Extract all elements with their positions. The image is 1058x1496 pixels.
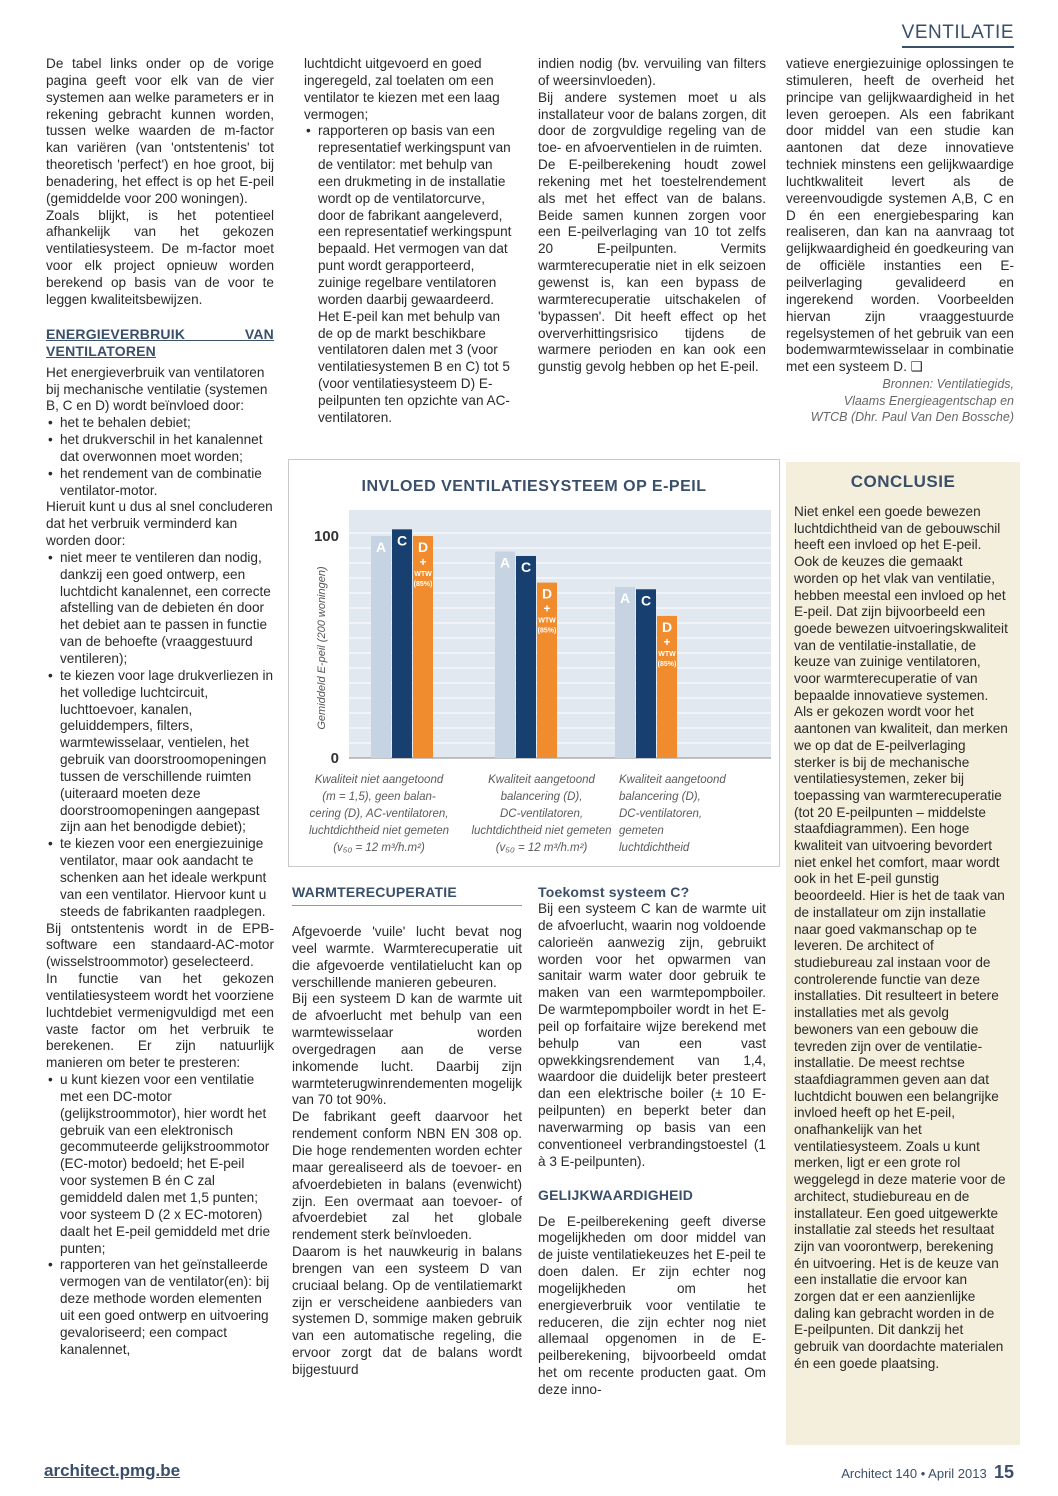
caption-line: luchtdichtheid niet gemeten [308, 825, 449, 837]
list-item: • te kiezen voor een energiezuinige ventilator, maar ook aandacht te schenken aan het ideale werkpunt van een ventilator. Hiervoor kunt u steeds de fabrikanten raadplegen. [46, 836, 274, 920]
bar-label: A [499, 554, 511, 571]
group-caption-1 [299, 772, 459, 857]
caption-line: balancering (D), [619, 791, 701, 803]
list-item: • het drukverschil in het kanalennet dat overwonnen moet worden; [46, 432, 274, 466]
paragraph: Het energieverbruik van ventilatoren bij mechanische ventilatie (systemen B, C en D) wordt beïnvloed door: [46, 364, 268, 414]
bar-sublabel: (85%) [537, 627, 557, 635]
caption-line: Kwaliteit aangetoond [619, 774, 726, 786]
toekomst-section [538, 884, 766, 1399]
source-line: Bronnen: Ventilatiegids, [882, 377, 1014, 392]
source-line: WTCB (Dhr. Paul Van Den Bossche) [810, 410, 1014, 425]
bar-label: A [375, 539, 387, 555]
caption-line: DC-ventilatoren, [619, 808, 703, 820]
column-4 [786, 56, 1014, 426]
list-item: • het rendement van de combinatie ventilator-motor. [46, 466, 274, 500]
bullet-list [46, 550, 274, 921]
paragraph: Hieruit kunt u dus al snel concluderen dat het verbruik verminderd kan worden door: [46, 499, 273, 549]
bar-chart [288, 459, 780, 867]
footer-site-link[interactable]: architect.pmg.be [44, 1461, 181, 1480]
caption-line: (m = 1,5), geen balan- [322, 791, 436, 803]
caption-line: (v₅₀ = 12 m³/h.m²) [333, 842, 425, 854]
y-tick-label: 100 [313, 528, 339, 545]
bar-label: C [396, 532, 408, 549]
bar-sublabel: (85%) [413, 581, 433, 588]
paragraph [786, 56, 1014, 376]
paragraph: Bij andere systemen moet u als installateur voor de balans zorgen, dit door de zorgvuldige regeling van de toe- en afvoerventielen in de ruimten. [538, 89, 766, 156]
paragraph: luchtdicht uitgevoerd en goed ingeregeld, zal toelaten om een ventilator te kiezen met een laag vermogen; [304, 56, 500, 122]
caption-line: DC-ventilatoren, [499, 808, 584, 820]
warmterecuperatie-section [292, 884, 522, 1379]
section-heading: ENERGIEVERBRUIK VAN VENTILATOREN [46, 325, 274, 359]
list-item: • u kunt kiezen voor een ventilatie met een DC-motor (gelijkstroommotor), hier wordt het gebruik van een elektronisch gecommuteerde gelijkstroommotor (EC-motor) bedoeld; het E-peil voor systemen B én C zal gemiddeld dalen met 1,5 punten; voor systeem D (2 x EC-motoren) daalt het E-peil gemiddeld met drie punten; [46, 1072, 274, 1257]
list-item: • het te behalen debiet; [46, 415, 274, 432]
paragraph: De E-peilberekening houdt zowel rekening met het toestelrendement als met het effect van de balans. Beide samen kunnen zorgen voor een E-peilverlaging van 10 tot zelfs 20 E-peilpunten. Vermits warmterecuperatie niet in elk seizoen gewenst is, kan een bypass de warmterecuperatie uitschakelen of 'bypassen'. Dit heeft effect op het oververhittingsrisico tijdens de warmere perioden en kan ook een gunstig gevolg hebben op het E-peil. [538, 157, 766, 375]
paragraph: Bij ontstentenis wordt in de EPB-software een standaard-AC-motor (wisselstroommotor) geselecteerd. [46, 920, 274, 970]
caption-line: Kwaliteit aangetoond [488, 774, 595, 786]
spacer [46, 309, 274, 326]
y-axis-label: Gemiddeld E-peil (200 woningen) [316, 566, 328, 730]
bar-sublabel: + [663, 634, 671, 649]
conclusion-heading: CONCLUSIE [850, 472, 956, 491]
y-tick-label: 0 [330, 750, 339, 767]
page-number: 15 [993, 1462, 1014, 1482]
caption-line: gemeten [619, 825, 664, 837]
issue-label: Architect 140 • April 2013 [841, 1466, 987, 1481]
caption-line: luchtdichtheid [619, 842, 690, 854]
column-1 [46, 56, 274, 1358]
bar-C [636, 589, 656, 758]
bar-sublabel: WTW [538, 617, 556, 625]
paragraph: Bij een systeem D kan de warmte uit de afvoerlucht met behulp van een warmtewisselaar worden overgedragen aan de verse inkomende lucht. Daarbij zijn warmteterugwinrendementen mogelijk van 70 tot 90%. [292, 991, 522, 1108]
bar-label: C [640, 592, 652, 609]
chart-title: INVLOED VENTILATIESYSTEEM OP E-PEIL [361, 478, 707, 495]
bar-sublabel: WTW [658, 650, 676, 658]
caption-line: (v₅₀ = 12 m³/h.m²) [495, 842, 588, 854]
section-heading: Toekomst systeem C? [538, 884, 690, 900]
source-line: Vlaams Energieagentschap en [843, 393, 1014, 408]
caption-line: luchtdichtheid niet gemeten [471, 825, 612, 837]
bar-label: C [520, 558, 532, 575]
bar-sublabel: + [419, 555, 427, 569]
paragraph: De E-peilberekening geeft diverse mogelijkheden om door middel van de juiste ventilatiekeuzes het E-peil te doen dalen. Er zijn echter nog mogelijkheden om het energieverbruik voor ventilatie te reduceren, die zijn echter nog niet allemaal opgenomen in de E-peilberekening, bijvoorbeeld omdat het om recente producten gaat. Om deze inno- [538, 1213, 766, 1397]
paragraph: De fabrikant geeft daarvoor het rendement conform NBN EN 308 op. Die hoge rendementen worden echter maar gerealiseerd als de toevoer- en afvoerdebieten in balans (evenwicht) zijn. Een overmaat aan toevoer- of afvoerdebiet zal het globale rendement sterk beïnvloeden. [292, 1109, 522, 1243]
plot-background [349, 510, 771, 758]
paragraph: Afgevoerde 'vuile' lucht bevat nog veel warmte. Warmterecuperatie uit die afgevoerde ventilatielucht kan op verschillende manieren gebeuren. [292, 924, 522, 990]
bar-label: D [417, 539, 429, 555]
paragraph: De tabel links onder op de vorige pagina geeft voor elk van de vier systemen aan welke parameters er in rekening gebracht kunnen worden, tussen welke waarden de m-factor kan variëren (van 'ontstentenis' tot theoretisch 'perfect') en hoe groot, bij benadering, het effect is op het E-peil (gemiddelde voor 200 woningen). [46, 56, 274, 206]
bar-A [371, 536, 391, 758]
spacer [538, 1204, 766, 1214]
paragraph-text: vatieve energiezuinige oplossingen te stimuleren, heeft de overheid het principe van gelijkwaardigheid in het leven geroepen. Als een fabrikant door middel van een studie kan aantonen dat deze innovatieve techniek minstens een gelijkwaardige luchtkwaliteit levert als de vereenvoudigde systemen A,B, C en D én een energiebesparing kan realiseren, dan kan na aanvraag tot gelijkwaardigheid én goedkeuring van de officiële instanties een E-peilverlaging gevalideerd en ingerekend worden. Voorbeelden hiervan zijn vraaggestuurde regelsystemen of het gebruik van een bodemwarmtewisselaar in combinatie met een systeem D. [786, 56, 1014, 375]
spacer [538, 1171, 766, 1187]
list-item: • rapporteren op basis van een representatief werkingspunt van de ventilator: met behulp van een drukmeting in de installatie wordt op de ventilatorcurve, door de fabrikant aangeleverd, een representatief werkingspunt bepaald. Het vermogen van dat punt wordt gerapporteerd, zuinige regelbare ventilatoren worden daarbij gewaardeerd. Het E-peil kan met behulp van de op de markt beschikbare ventilatoren dalen met 3 (voor ventilatiesystemen B en C) tot 5 (voor ventilatiesysteem D) E-peilpunten ten opzichte van AC-ventilatoren. [304, 123, 514, 426]
bar-D [413, 536, 433, 758]
list-item: • niet meer te ventileren dan nodig, dankzij een goed ontwerp, een luchtdicht kanalennet, een correcte afstelling van de debieten én door het debiet aan te passen in functie van de behoefte (vraaggestuurd ventileren); [46, 550, 274, 668]
bar-label: D [541, 585, 553, 602]
conclusion-text: Niet enkel een goede bewezen luchtdichtheid van de gebouwschil heeft een invloed op het E-peil. Ook de keuzes die gemaakt worden op het vlak van ventilatie, hebben meestal een invloed op het E-peil. Dat zijn bijvoorbeeld een goede bewezen uitvoeringskwaliteit van de ventilatie-installatie, de keuze van zuinige ventilatoren, voor warmterecuperatie of van bepaalde innovatieve systemen. Als er gekozen wordt voor het aantonen van kwaliteit, dan merken we op dat de E-peilverlaging sterker is bij de mechanische ventilatiesystemen, zeker bij toepassing van warmterecuperatie (tot 20 E-peilpunten – middelste staafdiagrammen). Een hoge kwaliteit van uitvoering bevordert niet enkel het comfort, maar wordt ook in het E-peil gunstig beoordeeld. Hier is het de taak van de installateur om zijn installatie naar goed vakmanschap op te leveren. De architect of studiebureau zal instaan voor de controlerende functie van deze installaties. Dit resulteert in betere installaties met als gevolg bewoners van een gebouw die tevreden zijn over de ventilatie-installatie. De meest rechtse staafdiagrammen geven aan dat luchtdicht bouwen een belangrijke invloed heeft op het E-peil, onafhankelijk van het ventilatiesysteem. Zoals u kunt merken, ligt er een grote rol weggelegd in deze materie voor de architect, studiebureau en de installateur. Een goed uitgewerkte installatie zal steeds het resultaat zijn van voorontwerp, berekening én uitvoering. Het is de keuze van een installatie die ervoor kan zorgen dat er een aanzienlijke daling kan gebracht worden in de E-peilpunten. Dit dankzij het gebruik van doordachte materialen én een goede plaatsing. [794, 504, 1008, 1371]
group-caption-2 [459, 772, 624, 857]
bar-C [392, 529, 412, 758]
column-2 [304, 56, 514, 427]
section-tag: VENTILATIE [902, 22, 1014, 48]
column-3 [538, 56, 766, 376]
list-item: • te kiezen voor lage drukverliezen in het volledige luchtcircuit, luchttoevoer, kanalen, geluiddempers, filters, warmtewisselaar, ventielen, het gebruik van doorstroomopeningen tussen de verschillende ruimten (uiteraard moeten deze doorstroomopeningen aangepast zijn aan het benodigde debiet); [46, 668, 274, 836]
caption-line: cering (D), AC-ventilatoren, [309, 808, 449, 820]
bullet-list [46, 1072, 274, 1358]
paragraph: Daarom is het nauwkeurig in balans brengen van een systeem D van cruciaal belang. Op de ventilatiemarkt zijn er verscheidene aanbieders van systemen D, sommige maken gebruik van een automatische regeling, die ervoor zorgt dat de balans wordt bijgestuurd [292, 1244, 522, 1377]
caption-line: Kwaliteit niet aangetoond [314, 774, 444, 786]
paragraph: Bij een systeem C kan de warmte uit de afvoerlucht, waarin nog voldoende calorieën aanwezig zijn, gebruikt worden voor het opwarmen van sanitair warm water door gebruik te maken van een warmtepompboiler. De warmtepompboiler wordt in het E-peil op forfaitaire wijze berekend met behulp van een vast opwekkingsrendement van 1,4, waardoor die duidelijk beter presteert dan een elektrische boiler (± 10 E-peilpunten) en beperkt beter dan naverwarming op basis van een conventioneel verbrandingstoestel (1 à 3 E-peilpunten). [538, 901, 766, 1169]
bar-label: D [661, 618, 673, 635]
bar-sublabel: (85%) [657, 660, 677, 668]
footer-issue [841, 1462, 1014, 1483]
conclusion-box [786, 462, 1020, 1445]
caption-line: balancering (D), [500, 791, 583, 803]
bar-C [516, 556, 536, 758]
paragraph: indien nodig (bv. vervuiling van filters of weersinvloeden). [538, 56, 766, 88]
group-caption-3 [619, 772, 769, 857]
end-mark-icon: ❑ [910, 359, 923, 375]
bullet-list [46, 415, 274, 499]
paragraph: Zoals blijkt, is het potentieel afhankelijk van het gekozen ventilatiesysteem. De m-factor moet voor elk project opnieuw worden berekend op basis van de voor te leggen kwaliteitsbewijzen. [46, 207, 274, 307]
bar-sublabel: + [543, 601, 551, 616]
paragraph: In functie van het gekozen ventilatiesysteem wordt het voorziene luchtdebiet vermenigvuldigd met een vaste factor om het verbruik te berekenen. Er zijn natuurlijk manieren om beter te presteren: [46, 971, 274, 1071]
bar-A [615, 587, 635, 758]
bar-label: A [619, 590, 631, 607]
bar-A [495, 552, 515, 758]
bar-sublabel: WTW [414, 571, 432, 578]
list-item: • rapporteren van het geïnstalleerde vermogen van de ventilator(en): bij deze methode worden elementen uit een goed ontwerp en uitvoering gevaloriseerd; een compact kanalennet, [46, 1257, 274, 1358]
section-heading: GELIJKWAARDIGHEID [538, 1186, 694, 1203]
section-heading: WARMTERECUPERATIE [292, 884, 522, 906]
